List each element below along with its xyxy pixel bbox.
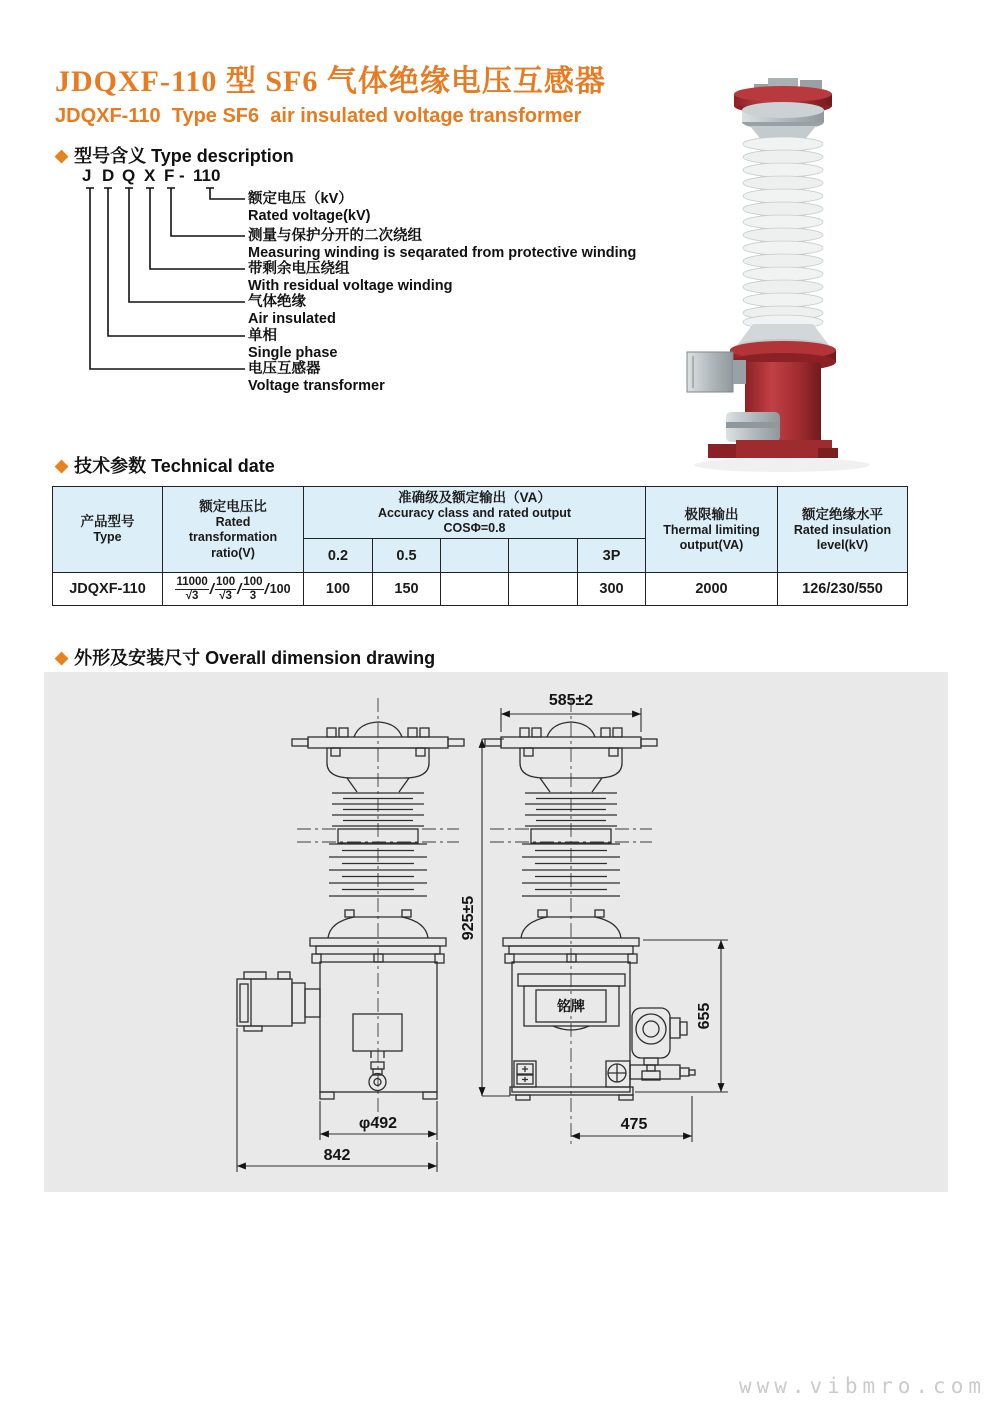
side-view: [485, 722, 695, 1100]
subcol-accuracy-3P: 3P: [578, 539, 646, 573]
cell-acc-blank2: [509, 573, 578, 606]
meaning-cn: 电压互感器: [248, 361, 321, 377]
cell-type: JDQXF-110: [53, 573, 163, 606]
meaning-en: Air insulated: [248, 310, 336, 327]
meaning-cn: 额定电压（kV）: [248, 191, 353, 207]
col-header-thermal: 极限输出 Thermal limiting output(VA): [646, 487, 778, 573]
subcol-accuracy-0.5: 0.5: [373, 539, 441, 573]
code-meaning-gas-insulated: [248, 294, 336, 328]
subcol-accuracy-blank1: [441, 539, 509, 573]
col-header-accuracy-group: 准确级及额定输出（VA） Accuracy class and rated output COSΦ=0.8: [304, 487, 646, 539]
code-letter: 110: [193, 166, 221, 185]
cell-acc-3P: 300: [578, 573, 646, 606]
diamond-icon: ◆: [55, 455, 69, 475]
watermark: www.vibmro.com: [738, 1374, 986, 1398]
section-title: 外形及安装尺寸 Overall dimension drawing: [74, 648, 436, 668]
code-letter: J: [82, 166, 92, 185]
code-meaning-rated-voltage: [248, 191, 370, 225]
meaning-en: Voltage transformer: [248, 377, 385, 394]
dim-total-height: 925±5: [460, 895, 477, 941]
nameplate-label: 铭牌: [557, 998, 585, 1014]
cell-thermal: 2000: [646, 573, 778, 606]
type-code-diagram: [60, 160, 670, 408]
dim-top-width: 585±2: [548, 692, 594, 709]
subcol-accuracy-0.2: 0.2: [304, 539, 373, 573]
code-letter: Q: [122, 166, 136, 185]
section-dimension: [55, 644, 435, 670]
code-letter: F: [164, 166, 175, 185]
meaning-cn: 带剩余电压绕组: [248, 261, 350, 277]
technical-data-table: [52, 486, 908, 606]
dim-tank-height: 655: [696, 1002, 713, 1030]
section-technical: [55, 452, 275, 478]
cell-acc-0.2: 100: [304, 573, 373, 606]
diamond-icon: ◆: [55, 145, 69, 165]
cell-ratio: $\frac{11000}{√3}$ / $\frac{100}{√3}$ / $\frac{100}{3}$ /100: [163, 573, 304, 606]
meaning-en: Rated voltage(kV): [248, 207, 371, 224]
diamond-icon: ◆: [55, 647, 69, 667]
code-letter: X: [144, 166, 156, 185]
cell-acc-0.5: 150: [373, 573, 441, 606]
dim-base-dia: φ492: [358, 1115, 398, 1132]
section-title: 型号含义 Type description: [74, 146, 294, 166]
dimension-drawing-panel: [44, 672, 948, 1192]
code-meaning-single-phase: [248, 328, 337, 362]
code-meaning-separate-winding: [248, 228, 636, 262]
cell-acc-blank1: [441, 573, 509, 606]
col-header-insulation: 额定绝缘水平 Rated insulation level(kV): [778, 487, 908, 573]
meaning-cn: 气体绝缘: [248, 294, 306, 310]
code-letter: D: [102, 166, 115, 185]
meaning-cn: 测量与保护分开的二次绕组: [248, 228, 422, 244]
page-title-cn: JDQXF-110 型 SF6 气体绝缘电压互感器: [55, 65, 606, 98]
code-meaning-voltage-transformer: [248, 361, 385, 395]
dim-base-width: 842: [323, 1147, 351, 1164]
dim-side-width: 475: [620, 1116, 648, 1133]
subcol-accuracy-blank2: [509, 539, 578, 573]
code-meaning-residual-winding: [248, 261, 453, 295]
dimension-drawing: [44, 672, 948, 1192]
col-header-ratio: 额定电压比 Rated transformation ratio(V): [163, 487, 304, 573]
product-photo: [650, 66, 990, 476]
meaning-en: Single phase: [248, 344, 338, 361]
section-title: 技术参数 Technical date: [74, 456, 275, 476]
page-title-en: JDQXF-110 Type SF6 air insulated voltage transformer: [55, 105, 582, 127]
title-block: [55, 56, 606, 128]
meaning-en: With residual voltage winding: [248, 277, 453, 294]
meaning-cn: 单相: [248, 328, 277, 344]
code-letter: -: [179, 166, 185, 185]
front-view: [237, 722, 464, 1099]
col-header-type: 产品型号 Type: [53, 487, 163, 573]
meaning-en: Measuring winding is seqarated from protective winding: [248, 244, 637, 261]
cell-insulation: 126/230/550: [778, 573, 908, 606]
